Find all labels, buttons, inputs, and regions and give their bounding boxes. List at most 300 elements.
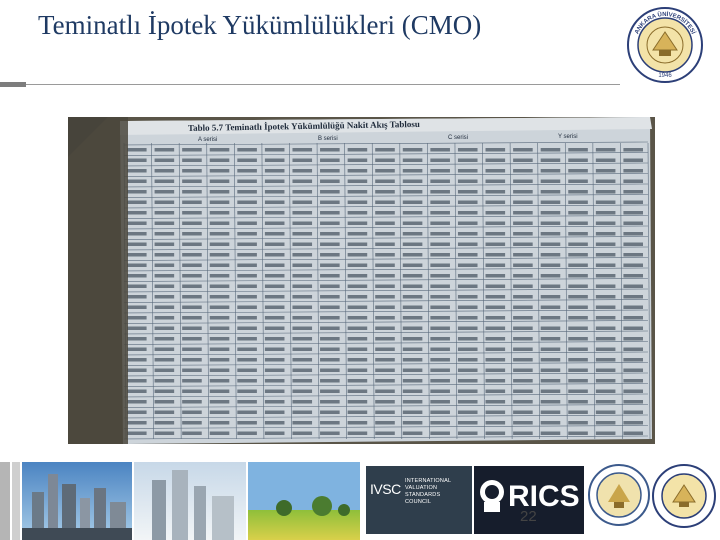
table-cell-ink bbox=[623, 411, 643, 415]
table-cell-ink bbox=[403, 253, 423, 257]
table-cell-ink bbox=[182, 211, 202, 215]
table-cell-ink bbox=[265, 306, 285, 310]
table-cell-ink bbox=[430, 148, 450, 152]
table-cell-ink bbox=[292, 148, 312, 152]
table-cell-ink bbox=[237, 264, 257, 268]
table-cell-ink bbox=[568, 180, 588, 184]
table-cell-ink bbox=[623, 400, 643, 404]
table-cell-ink bbox=[348, 337, 368, 341]
table-cell-ink bbox=[237, 358, 257, 362]
table-cell-ink bbox=[458, 348, 478, 352]
column-a-series: A serisi bbox=[198, 137, 218, 143]
table-cell-ink bbox=[237, 316, 257, 320]
title-rule bbox=[26, 84, 620, 85]
table-cell-ink bbox=[430, 285, 450, 289]
table-cell-ink bbox=[210, 306, 230, 310]
table-cell-ink bbox=[265, 159, 285, 163]
table-cell-ink bbox=[541, 421, 561, 425]
table-cell-ink bbox=[237, 411, 257, 415]
table-cell-ink bbox=[403, 327, 423, 331]
table-cell-ink bbox=[513, 316, 533, 320]
seal-text: ANKARA ÜNİVERSİTESİ bbox=[634, 11, 696, 36]
table-cell-ink bbox=[623, 369, 643, 373]
table-cell-ink bbox=[596, 243, 616, 247]
table-cell-ink bbox=[403, 358, 423, 362]
table-cell-ink bbox=[210, 211, 230, 215]
table-cell-ink bbox=[320, 337, 340, 341]
table-cell-ink bbox=[292, 274, 312, 278]
table-cell-ink bbox=[623, 180, 643, 184]
table-cell-ink bbox=[155, 264, 175, 268]
table-cell-ink bbox=[458, 190, 478, 194]
table-cell-ink bbox=[265, 421, 285, 425]
table-cell-ink bbox=[348, 169, 368, 173]
table-cell-ink bbox=[320, 400, 340, 404]
table-cell-ink bbox=[292, 421, 312, 425]
table-cell-ink bbox=[541, 316, 561, 320]
table-cell-ink bbox=[541, 285, 561, 289]
table-cell-ink bbox=[458, 390, 478, 394]
table-cell-ink bbox=[348, 180, 368, 184]
table-cell-ink bbox=[568, 222, 588, 226]
table-cell-ink bbox=[348, 264, 368, 268]
table-cell-ink bbox=[182, 400, 202, 404]
table-cell-ink bbox=[210, 400, 230, 404]
column-c-series: C serisi bbox=[448, 135, 469, 141]
table-cell-ink bbox=[237, 285, 257, 289]
table-cell-ink bbox=[486, 211, 506, 215]
table-cell-ink bbox=[265, 411, 285, 415]
table-cell-ink bbox=[182, 274, 202, 278]
book-table-image bbox=[68, 117, 655, 444]
table-cell-ink bbox=[292, 190, 312, 194]
table-cell-ink bbox=[127, 222, 147, 226]
table-cell-ink bbox=[403, 316, 423, 320]
table-cell-ink bbox=[596, 421, 616, 425]
table-cell-ink bbox=[596, 211, 616, 215]
table-cell-ink bbox=[403, 190, 423, 194]
table-cell-ink bbox=[265, 379, 285, 383]
table-cell-ink bbox=[127, 379, 147, 383]
table-cell-ink bbox=[486, 316, 506, 320]
table-cell-ink bbox=[127, 390, 147, 394]
table-cell-ink bbox=[541, 211, 561, 215]
table-cell-ink bbox=[127, 274, 147, 278]
rics-wordmark: RICS bbox=[508, 480, 580, 513]
table-cell-ink bbox=[375, 148, 395, 152]
table-cell-ink bbox=[623, 169, 643, 173]
table-cell-ink bbox=[348, 295, 368, 299]
table-cell-ink bbox=[127, 264, 147, 268]
table-cell-ink bbox=[292, 337, 312, 341]
table-cell-ink bbox=[513, 274, 533, 278]
ankara-university-seal bbox=[626, 6, 704, 84]
table-cell-ink bbox=[513, 306, 533, 310]
table-cell-ink bbox=[182, 201, 202, 205]
table-cell-ink bbox=[486, 369, 506, 373]
table-cell-ink bbox=[623, 379, 643, 383]
table-cell-ink bbox=[568, 390, 588, 394]
table-cell-ink bbox=[403, 369, 423, 373]
table-cell-ink bbox=[513, 421, 533, 425]
table-cell-ink bbox=[458, 379, 478, 383]
table-cell-ink bbox=[541, 159, 561, 163]
table-cell-ink bbox=[596, 337, 616, 341]
table-cell-ink bbox=[403, 348, 423, 352]
table-cell-ink bbox=[127, 348, 147, 352]
table-cell-ink bbox=[623, 358, 643, 362]
table-cell-ink bbox=[541, 232, 561, 236]
table-cell-ink bbox=[513, 390, 533, 394]
table-cell-ink bbox=[237, 180, 257, 184]
table-cell-ink bbox=[237, 306, 257, 310]
table-cell-ink bbox=[182, 337, 202, 341]
table-cell-ink bbox=[182, 295, 202, 299]
table-cell-ink bbox=[375, 337, 395, 341]
table-cell-ink bbox=[127, 421, 147, 425]
table-cell-ink bbox=[375, 211, 395, 215]
table-cell-ink bbox=[513, 169, 533, 173]
table-cell-ink bbox=[237, 390, 257, 394]
table-cell-ink bbox=[155, 432, 175, 436]
table-cell-ink bbox=[292, 180, 312, 184]
table-cell-ink bbox=[596, 148, 616, 152]
table-cell-ink bbox=[403, 243, 423, 247]
ivsc-line-1: INTERNATIONAL bbox=[405, 478, 452, 484]
table-cell-ink bbox=[458, 264, 478, 268]
table-cell-ink bbox=[486, 337, 506, 341]
table-cell-ink bbox=[486, 243, 506, 247]
table-cell-ink bbox=[210, 274, 230, 278]
table-cell-ink bbox=[127, 358, 147, 362]
table-cell-ink bbox=[237, 232, 257, 236]
table-cell-ink bbox=[127, 148, 147, 152]
table-cell-ink bbox=[458, 337, 478, 341]
table-cell-ink bbox=[127, 180, 147, 184]
table-cell-ink bbox=[375, 190, 395, 194]
table-cell-ink bbox=[623, 232, 643, 236]
table-cell-ink bbox=[155, 169, 175, 173]
ivsc-line-3: STANDARDS bbox=[405, 492, 441, 498]
table-cell-ink bbox=[568, 274, 588, 278]
table-cell-ink bbox=[348, 411, 368, 415]
table-cell-ink bbox=[623, 253, 643, 257]
ivsc-line-4: COUNCIL bbox=[405, 499, 432, 505]
table-cell-ink bbox=[458, 316, 478, 320]
column-b-series: B serisi bbox=[318, 136, 338, 142]
table-cell-ink bbox=[348, 348, 368, 352]
table-cell-ink bbox=[210, 421, 230, 425]
table-cell-ink bbox=[155, 253, 175, 257]
table-cell-ink bbox=[596, 327, 616, 331]
table-cell-ink bbox=[155, 379, 175, 383]
table-cell-ink bbox=[292, 211, 312, 215]
table-cell-ink bbox=[623, 211, 643, 215]
table-cell-ink bbox=[541, 358, 561, 362]
table-cell-ink bbox=[403, 201, 423, 205]
table-cell-ink bbox=[265, 253, 285, 257]
table-cell-ink bbox=[596, 432, 616, 436]
table-cell-ink bbox=[375, 285, 395, 289]
table-cell-ink bbox=[403, 337, 423, 341]
table-cell-ink bbox=[320, 243, 340, 247]
table-cell-ink bbox=[348, 159, 368, 163]
table-cell-ink bbox=[320, 274, 340, 278]
table-cell-ink bbox=[458, 180, 478, 184]
table-cell-ink bbox=[210, 253, 230, 257]
table-cell-ink bbox=[375, 358, 395, 362]
table-cell-ink bbox=[486, 274, 506, 278]
table-cell-ink bbox=[127, 285, 147, 289]
table-cell-ink bbox=[375, 369, 395, 373]
table-cell-ink bbox=[486, 253, 506, 257]
table-cell-ink bbox=[237, 201, 257, 205]
table-cell-ink bbox=[348, 432, 368, 436]
table-cell-ink bbox=[155, 306, 175, 310]
table-cell-ink bbox=[486, 421, 506, 425]
table-cell-ink bbox=[375, 411, 395, 415]
table-cell-ink bbox=[458, 274, 478, 278]
table-cell-ink bbox=[486, 159, 506, 163]
table-cell-ink bbox=[430, 400, 450, 404]
table-cell-ink bbox=[430, 295, 450, 299]
table-cell-ink bbox=[155, 274, 175, 278]
table-cell-ink bbox=[486, 190, 506, 194]
table-cell-ink bbox=[292, 253, 312, 257]
table-cell-ink bbox=[320, 316, 340, 320]
table-cell-ink bbox=[486, 148, 506, 152]
table-cell-ink bbox=[596, 348, 616, 352]
table-cell-ink bbox=[403, 211, 423, 215]
table-cell-ink bbox=[458, 243, 478, 247]
table-cell-ink bbox=[375, 180, 395, 184]
table-cell-ink bbox=[348, 421, 368, 425]
table-cell-ink bbox=[430, 180, 450, 184]
table-cell-ink bbox=[237, 253, 257, 257]
table-cell-ink bbox=[623, 390, 643, 394]
table-cell-ink bbox=[403, 295, 423, 299]
table-cell-ink bbox=[403, 379, 423, 383]
table-cell-ink bbox=[486, 232, 506, 236]
table-cell-ink bbox=[237, 421, 257, 425]
table-cell-ink bbox=[348, 369, 368, 373]
table-cell-ink bbox=[458, 295, 478, 299]
table-cell-ink bbox=[348, 285, 368, 289]
table-cell-ink bbox=[292, 379, 312, 383]
table-cell-ink bbox=[127, 253, 147, 257]
table-cell-ink bbox=[127, 201, 147, 205]
table-cell-ink bbox=[320, 201, 340, 205]
table-cell-ink bbox=[513, 348, 533, 352]
table-cell-ink bbox=[430, 327, 450, 331]
table-cell-ink bbox=[292, 411, 312, 415]
table-cell-ink bbox=[541, 222, 561, 226]
table-cell-ink bbox=[155, 243, 175, 247]
table-cell-ink bbox=[182, 316, 202, 320]
table-cell-ink bbox=[596, 264, 616, 268]
book-table-photo bbox=[68, 117, 655, 444]
table-cell-ink bbox=[292, 201, 312, 205]
table-cell-ink bbox=[430, 232, 450, 236]
table-cell-ink bbox=[486, 180, 506, 184]
table-cell-ink bbox=[623, 243, 643, 247]
table-cell-ink bbox=[320, 222, 340, 226]
table-cell-ink bbox=[292, 316, 312, 320]
table-cell-ink bbox=[237, 190, 257, 194]
table-cell-ink bbox=[375, 348, 395, 352]
table-cell-ink bbox=[348, 306, 368, 310]
table-cell-ink bbox=[596, 201, 616, 205]
table-cell-ink bbox=[541, 400, 561, 404]
table-cell-ink bbox=[486, 306, 506, 310]
table-cell-ink bbox=[182, 411, 202, 415]
table-cell-ink bbox=[568, 327, 588, 331]
table-cell-ink bbox=[210, 222, 230, 226]
table-cell-ink bbox=[596, 295, 616, 299]
table-cell-ink bbox=[568, 169, 588, 173]
table-cell-ink bbox=[292, 222, 312, 226]
table-cell-ink bbox=[430, 411, 450, 415]
table-cell-ink bbox=[127, 337, 147, 341]
table-cell-ink bbox=[596, 411, 616, 415]
slide-title: Teminatlı İpotek Yükümlülükleri (CMO) bbox=[38, 10, 482, 40]
table-cell-ink bbox=[541, 264, 561, 268]
table-cell-ink bbox=[348, 327, 368, 331]
table-cell-ink bbox=[458, 411, 478, 415]
table-cell-ink bbox=[568, 243, 588, 247]
table-cell-ink bbox=[403, 390, 423, 394]
table-cell-ink bbox=[292, 295, 312, 299]
table-cell-ink bbox=[375, 295, 395, 299]
table-cell-ink bbox=[182, 379, 202, 383]
table-cell-ink bbox=[513, 243, 533, 247]
table-cell-ink bbox=[430, 432, 450, 436]
table-cell-ink bbox=[292, 432, 312, 436]
table-cell-ink bbox=[513, 358, 533, 362]
table-cell-ink bbox=[182, 421, 202, 425]
table-cell-ink bbox=[541, 337, 561, 341]
rics-lion-icon bbox=[478, 476, 506, 516]
table-cell-ink bbox=[210, 180, 230, 184]
table-cell-ink bbox=[541, 379, 561, 383]
table-cell-ink bbox=[182, 358, 202, 362]
table-cell-ink bbox=[210, 190, 230, 194]
table-cell-ink bbox=[568, 264, 588, 268]
table-cell-ink bbox=[320, 264, 340, 268]
table-cell-ink bbox=[375, 253, 395, 257]
table-cell-ink bbox=[127, 169, 147, 173]
table-cell-ink bbox=[210, 285, 230, 289]
table-cell-ink bbox=[127, 159, 147, 163]
table-cell-ink bbox=[596, 358, 616, 362]
table-cell-ink bbox=[513, 295, 533, 299]
table-cell-ink bbox=[458, 306, 478, 310]
table-cell-ink bbox=[541, 295, 561, 299]
table-cell-ink bbox=[320, 253, 340, 257]
table-cell-ink bbox=[458, 432, 478, 436]
table-cell-ink bbox=[127, 432, 147, 436]
table-cell-ink bbox=[127, 243, 147, 247]
table-cell-ink bbox=[458, 201, 478, 205]
table-cell-ink bbox=[320, 190, 340, 194]
table-cell-ink bbox=[182, 264, 202, 268]
table-cell-ink bbox=[403, 421, 423, 425]
table-cell-ink bbox=[155, 285, 175, 289]
table-cell-ink bbox=[623, 285, 643, 289]
table-cell-ink bbox=[320, 411, 340, 415]
table-cell-ink bbox=[541, 190, 561, 194]
table-cell-ink bbox=[210, 390, 230, 394]
table-cell-ink bbox=[237, 432, 257, 436]
table-cell-ink bbox=[541, 327, 561, 331]
table-cell-ink bbox=[568, 400, 588, 404]
table-cell-ink bbox=[568, 316, 588, 320]
table-cell-ink bbox=[155, 327, 175, 331]
table-cell-ink bbox=[210, 159, 230, 163]
table-cell-ink bbox=[568, 211, 588, 215]
table-cell-ink bbox=[513, 411, 533, 415]
table-cell-ink bbox=[541, 369, 561, 373]
table-cell-ink bbox=[486, 390, 506, 394]
table-cell-ink bbox=[623, 274, 643, 278]
table-cell-ink bbox=[403, 274, 423, 278]
table-cell-ink bbox=[568, 148, 588, 152]
table-cell-ink bbox=[458, 232, 478, 236]
table-cell-ink bbox=[348, 201, 368, 205]
table-cell-ink bbox=[155, 400, 175, 404]
table-cell-ink bbox=[430, 379, 450, 383]
table-cell-ink bbox=[375, 306, 395, 310]
footer-accent-bar-light bbox=[12, 462, 20, 540]
table-cell-ink bbox=[210, 358, 230, 362]
table-cell-ink bbox=[182, 232, 202, 236]
table-cell-ink bbox=[155, 159, 175, 163]
table-cell-ink bbox=[155, 369, 175, 373]
table-cell-ink bbox=[403, 148, 423, 152]
table-cell-ink bbox=[265, 232, 285, 236]
table-cell-ink bbox=[265, 180, 285, 184]
table-cell-ink bbox=[541, 253, 561, 257]
table-cell-ink bbox=[237, 379, 257, 383]
table-cell-ink bbox=[623, 264, 643, 268]
table-cell-ink bbox=[458, 253, 478, 257]
table-cell-ink bbox=[623, 148, 643, 152]
table-cell-ink bbox=[541, 180, 561, 184]
table-cell-ink bbox=[182, 253, 202, 257]
table-cell-ink bbox=[320, 232, 340, 236]
table-cell-ink bbox=[155, 316, 175, 320]
table-cell-ink bbox=[430, 337, 450, 341]
table-cell-ink bbox=[568, 369, 588, 373]
table-cell-ink bbox=[430, 222, 450, 226]
table-cell-ink bbox=[623, 295, 643, 299]
table-cell-ink bbox=[320, 358, 340, 362]
table-cell-ink bbox=[458, 400, 478, 404]
table-cell-ink bbox=[513, 201, 533, 205]
table-cell-ink bbox=[486, 285, 506, 289]
table-cell-ink bbox=[182, 169, 202, 173]
table-cell-ink bbox=[320, 327, 340, 331]
table-cell-ink bbox=[210, 432, 230, 436]
table-cell-ink bbox=[237, 148, 257, 152]
table-cell-ink bbox=[210, 348, 230, 352]
table-cell-ink bbox=[623, 201, 643, 205]
table-cell-ink bbox=[237, 327, 257, 331]
ivsc-line-2: VALUATION bbox=[405, 485, 438, 491]
table-cell-ink bbox=[182, 222, 202, 226]
table-cell-ink bbox=[265, 348, 285, 352]
table-cell-ink bbox=[265, 327, 285, 331]
